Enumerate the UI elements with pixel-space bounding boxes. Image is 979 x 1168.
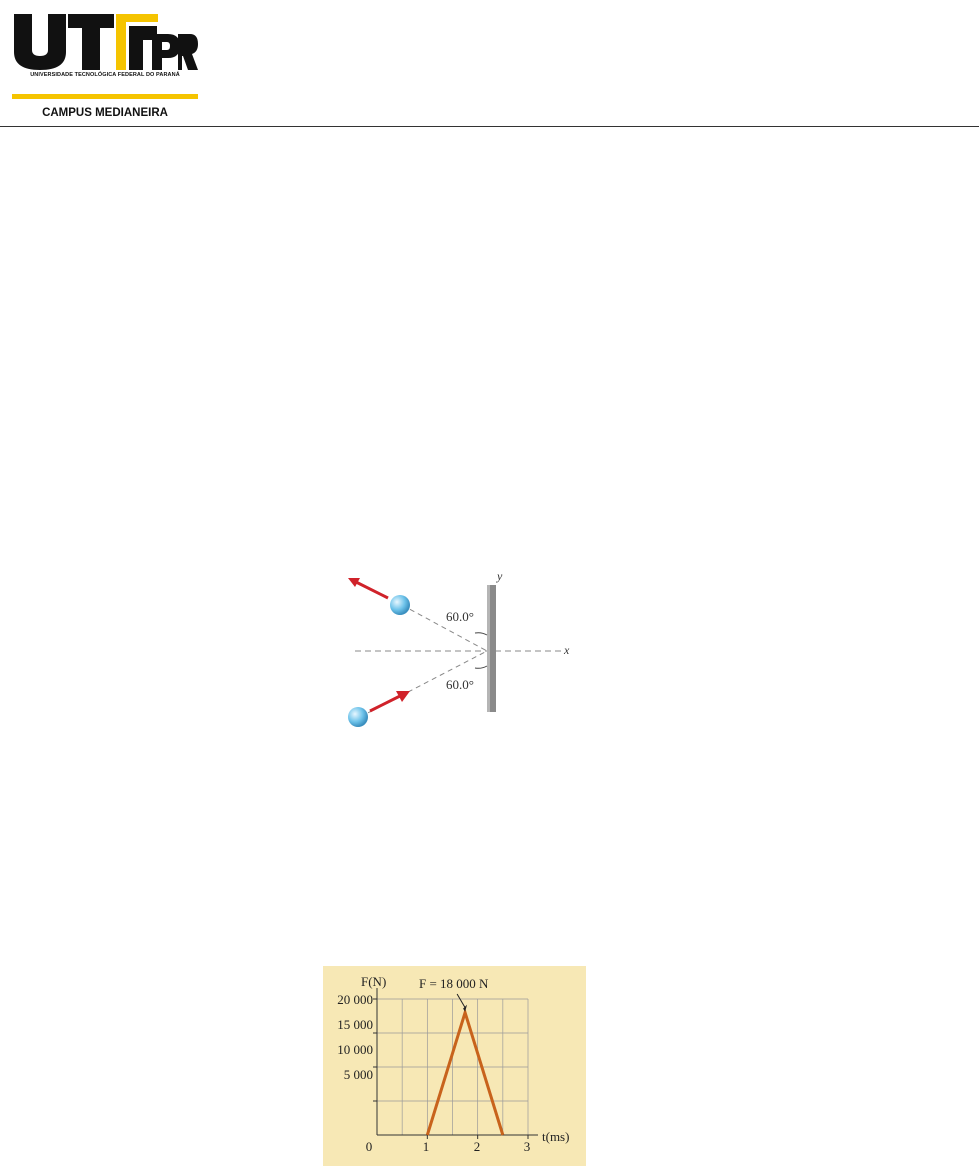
angle-arc-top [475,633,487,635]
x-tick-label: 3 [523,1139,531,1154]
outgoing-velocity-arrow [356,582,388,598]
y-tick-label: 10 000 [337,1042,373,1057]
y-tick-label: 20 000 [337,992,373,1007]
y-tick-label: 5 000 [343,1067,373,1082]
force-series-line [427,1013,502,1135]
ball-after [390,595,410,615]
x-axis-title: t(ms) [542,1129,570,1144]
x-tick-label: 0 [365,1139,373,1154]
institution-name: UNIVERSIDADE TECNOLÓGICA FEDERAL DO PARANÁ [30,72,180,78]
angle-arc-bottom [475,666,487,668]
y-tick-label: 15 000 [337,1017,373,1032]
angle-label-top: 60.0° [446,609,474,624]
incoming-velocity-arrow [370,696,400,711]
logo-accent-bar [12,94,198,99]
page-header [0,0,979,128]
ball-before [348,707,368,727]
outgoing-path [402,605,487,651]
wall-collision-diagram [330,565,590,740]
header-divider [0,126,979,127]
y-axis-title: F(N) [361,974,387,989]
wall-collision-figure [330,565,590,740]
campus-name: CAMPUS MEDIANEIRA [42,107,168,119]
x-tick-label: 1 [422,1139,430,1154]
y-axis-label: y [497,569,503,583]
peak-annotation: F = 18 000 N [419,976,489,991]
force-time-chart [323,966,586,1166]
angle-label-bottom: 60.0° [446,677,474,692]
x-axis-label: x [564,643,570,657]
utfpr-logo-mark [12,12,198,72]
annotation-pointer [457,994,465,1008]
x-tick-label: 2 [473,1139,481,1154]
utfpr-logo [12,12,198,120]
